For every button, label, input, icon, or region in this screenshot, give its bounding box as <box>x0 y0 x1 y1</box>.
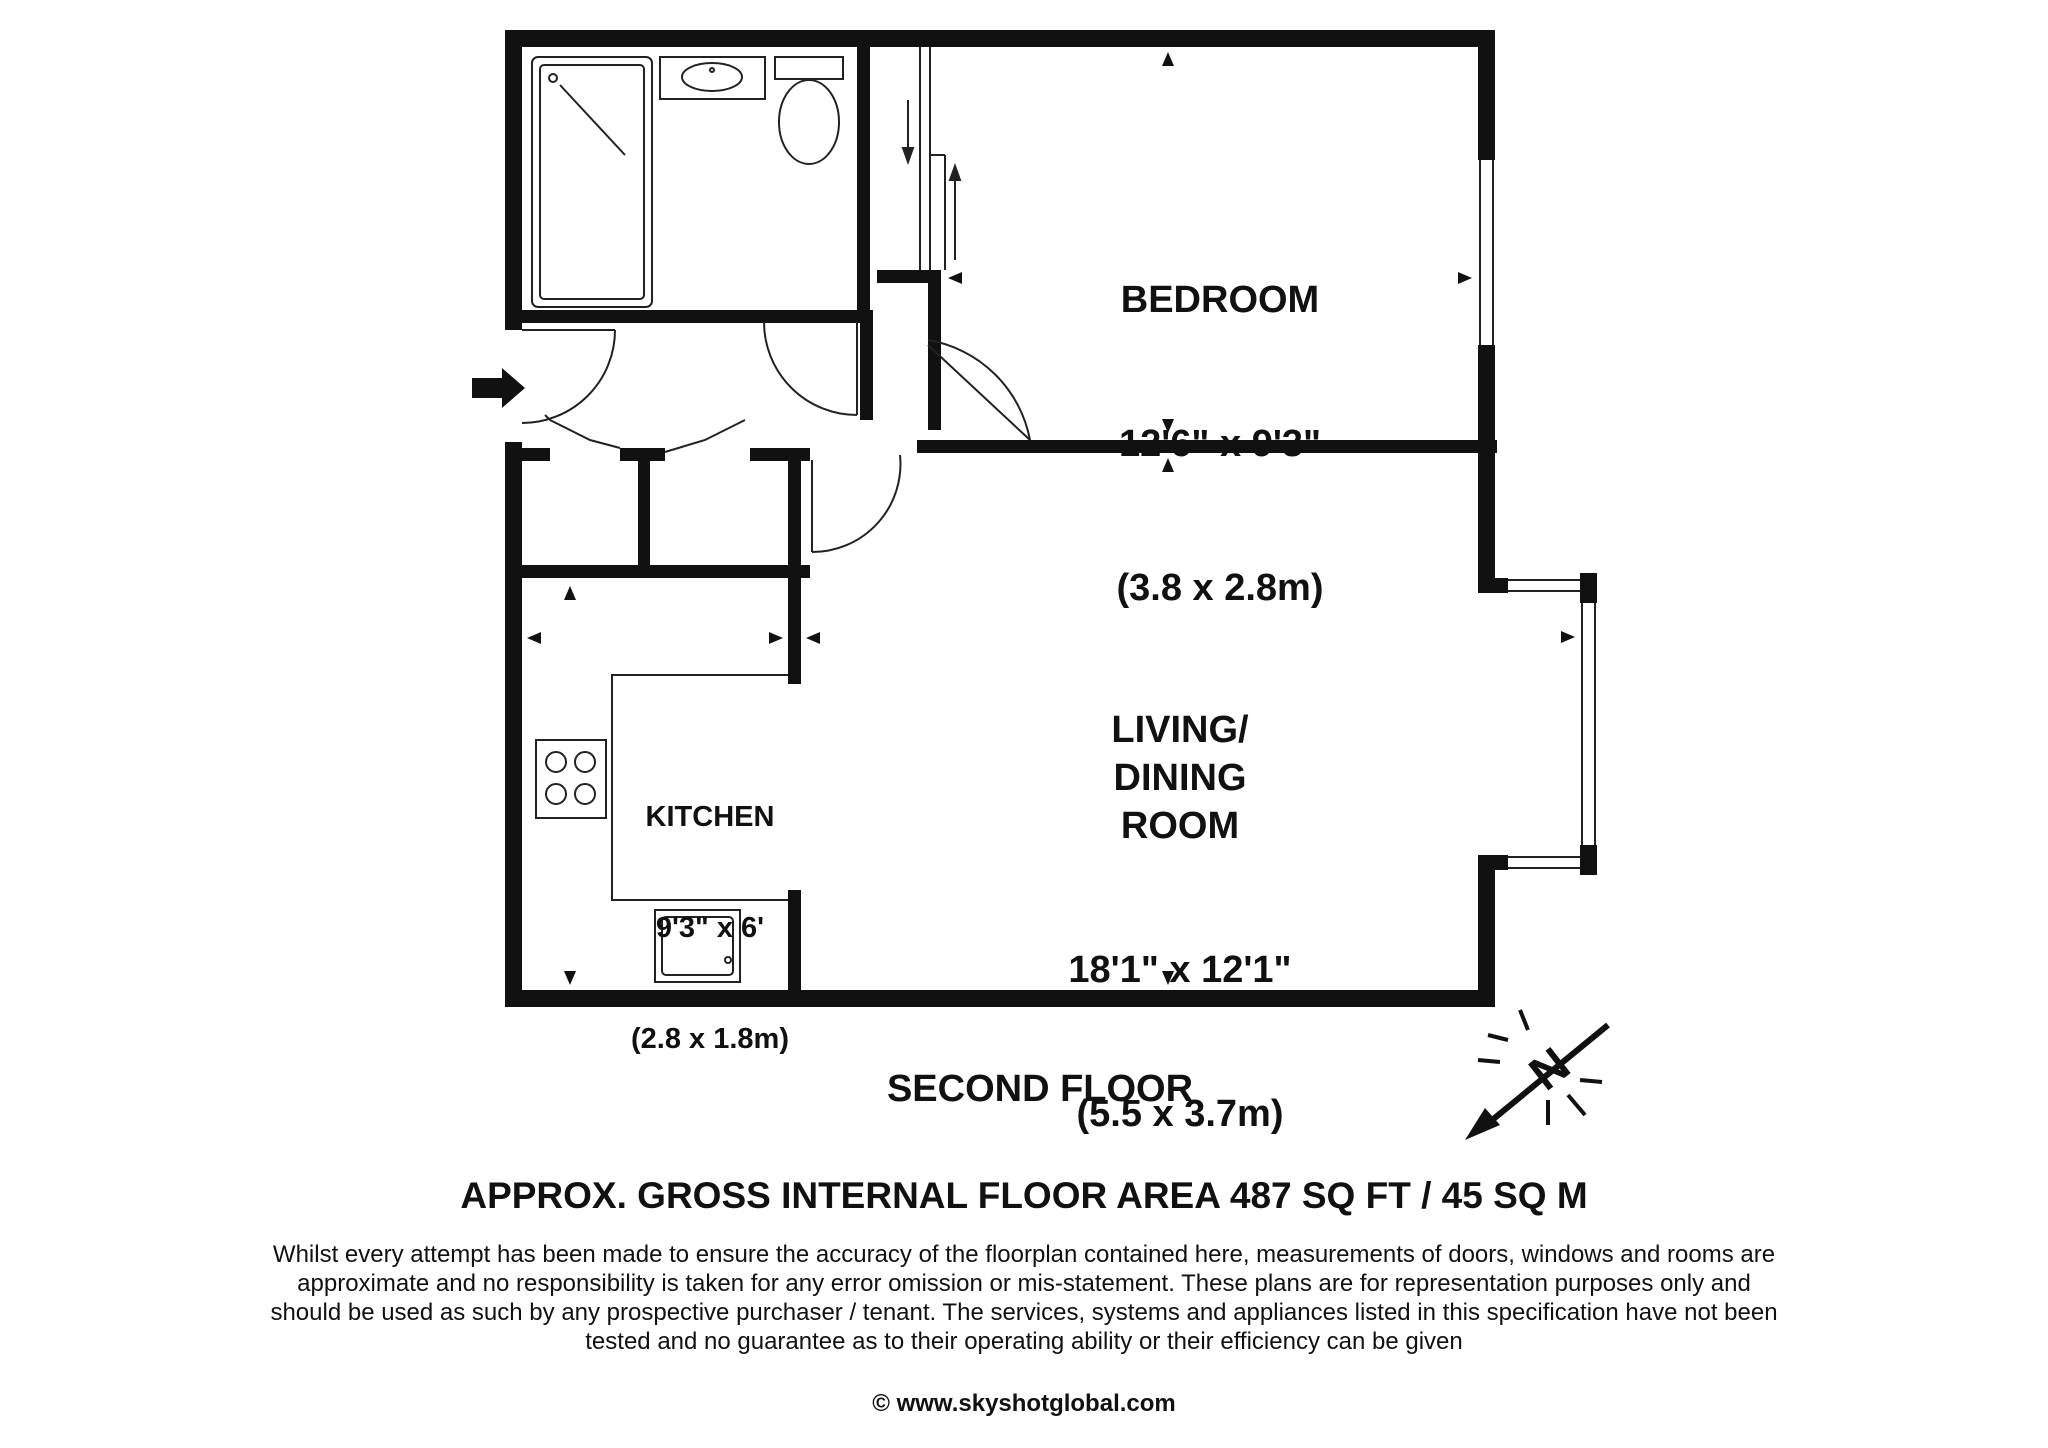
windows <box>1480 160 1595 868</box>
basin <box>660 57 765 99</box>
compass-letter: N <box>1520 1037 1580 1102</box>
bedroom-label <box>1020 180 1420 660</box>
living-room-name: LIVING/ DINING ROOM <box>1111 709 1249 847</box>
entrance-arrow-icon <box>472 368 525 408</box>
bedroom-dims-imperial: 12'6" x 9'3" <box>1118 423 1322 465</box>
bedroom-name: BEDROOM <box>1120 279 1320 321</box>
copyright-link[interactable]: © www.skyshotglobal.com <box>872 1390 1176 1417</box>
kitchen-dims-imperial: 9'3" x 6' <box>655 912 765 944</box>
doors <box>522 322 1030 552</box>
kitchen-label <box>610 725 810 1095</box>
floor-area-text: APPROX. GROSS INTERNAL FLOOR AREA 487 SQ FT / 45 SQ M <box>460 1175 1588 1216</box>
floor-label: SECOND FLOOR <box>886 1068 1194 1110</box>
bedroom-dims-metric: (3.8 x 2.8m) <box>1116 567 1324 609</box>
kitchen-name: KITCHEN <box>645 801 775 833</box>
hob <box>536 740 606 818</box>
living-room-dims-metric: (5.5 x 3.7m) <box>1076 1093 1284 1135</box>
bath <box>532 57 652 307</box>
disclaimer-text: Whilst every attempt has been made to ensure the accuracy of the floorplan contained here, measurements of doors, windows and rooms are approximate and no responsibility is taken for any error omission or mis-statement. These plans are for representation purposes only and should be used as such by any prospective purchaser / tenant. The services, systems and appliances listed in this specification have not been tested and no guarantee as to their operating ability or their efficiency can be given <box>270 1241 1778 1355</box>
kitchen-dims-metric: (2.8 x 1.8m) <box>631 1023 789 1055</box>
toilet <box>775 57 843 164</box>
wardrobe <box>903 47 960 270</box>
living-room-dims-imperial: 18'1" x 12'1" <box>1068 949 1292 991</box>
